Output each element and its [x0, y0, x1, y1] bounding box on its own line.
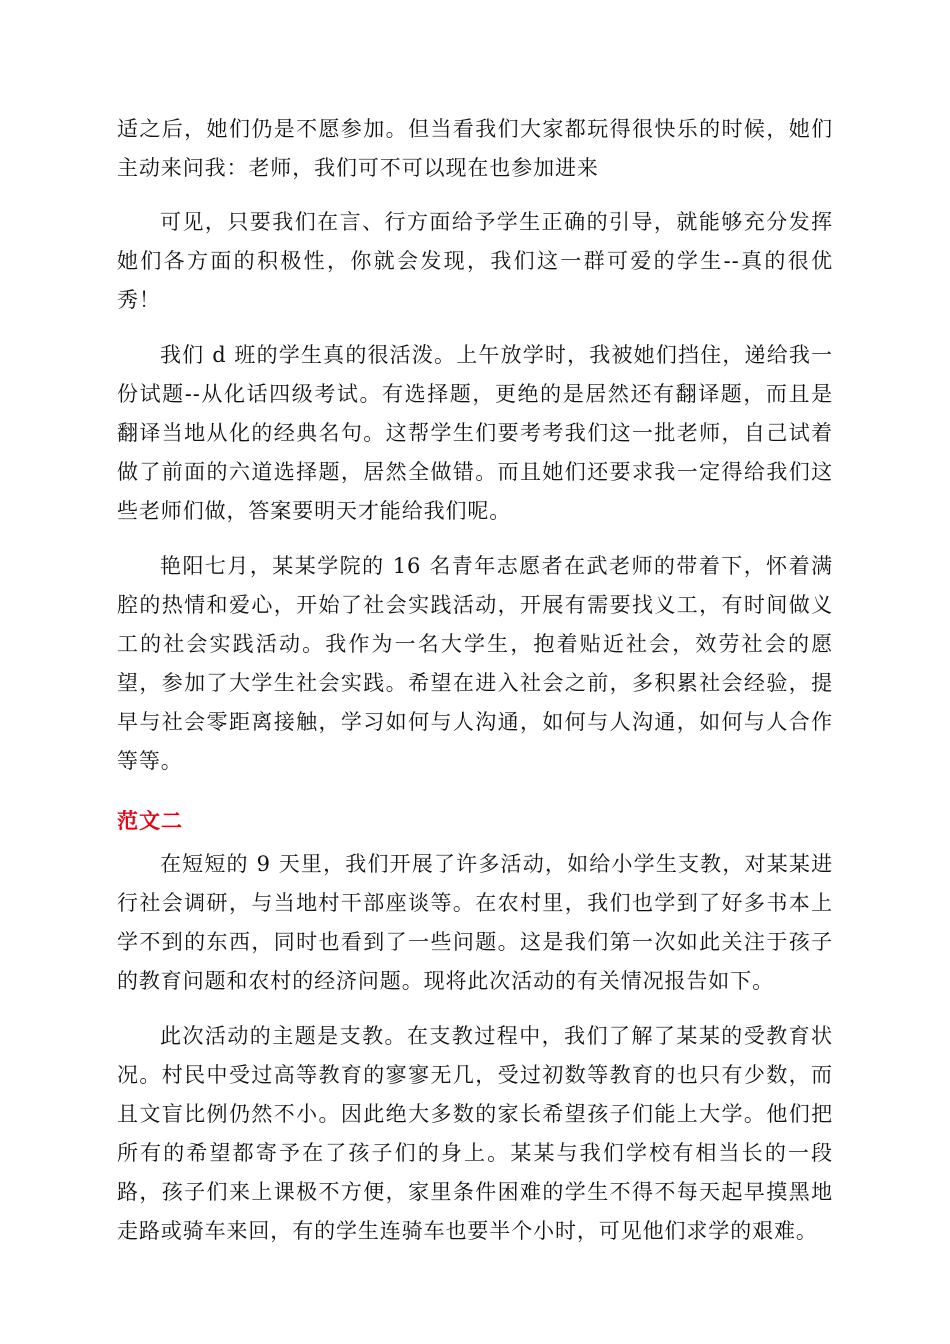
paragraph-teaching-theme: 此次活动的主题是支教。在支教过程中，我们了解了某某的受教育状况。村民中受过高等教育的寥寥无几，受过初数等教育的也只有少数，而且文盲比例仍然不小。因此绝大多数的家长希望孩子们能上大学。他们把所有的希望都寄予在了孩子们的身上。某某与我们学校有相当长的一段路，孩子们来上课极不方便，家里条件困难的学生不得不每天起早摸黑地走路或骑车来回，有的学生连骑车也要半个小时，可见他们求学的艰难。 [117, 1024, 833, 1243]
document-page [117, 110, 833, 1251]
section-heading: 范文二 [117, 809, 183, 833]
paragraph-volunteers: 艳阳七月，某某学院的 16 名青年志愿者在武老师的带着下，怀着满腔的热情和爱心，开始了社会实践活动，开展有需要找义工，有时间做义工的社会实践活动。我作为一名大学生，抱着贴近社会，效劳社会的愿望，参加了大学生社会实践。希望在进入社会之前，多积累社会经验，提早与社会零距离接触，学习如何与人沟通，如何与人沟通，如何与人合作等等。 [117, 554, 833, 773]
paragraph-guidance: 可见，只要我们在言、行方面给予学生正确的引导，就能够充分发挥她们各方面的积极性，你就会发现，我们这一群可爱的学生--真的很优秀！ [117, 210, 833, 312]
paragraph-nine-days: 在短短的 9 天里，我们开展了许多活动，如给小学生支教，对某某进行社会调研，与当地村干部座谈等。在农村里，我们也学到了好多书本上学不到的东西，同时也看到了一些问题。这是我们第一次如此关注于孩子的教育问题和农村的经济问题。现将此次活动的有关情况报告如下。 [117, 852, 833, 993]
paragraph-class-d: 我们 d 班的学生真的很活泼。上午放学时，我被她们挡住，递给我一份试题--从化话四级考试。有选择题，更绝的是居然还有翻译题，而且是翻译当地从化的经典名句。这帮学生们要考考我们这一批老师，自己试着做了前面的六道选择题，居然全做错。而且她们还要求我一定得给我们这些老师们做，答案要明天才能给我们呢。 [117, 343, 833, 523]
paragraph-continuation: 适之后，她们仍是不愿参加。但当看我们大家都玩得很快乐的时候，她们主动来问我：老师，我们可不可以现在也参加进来 [117, 117, 833, 180]
